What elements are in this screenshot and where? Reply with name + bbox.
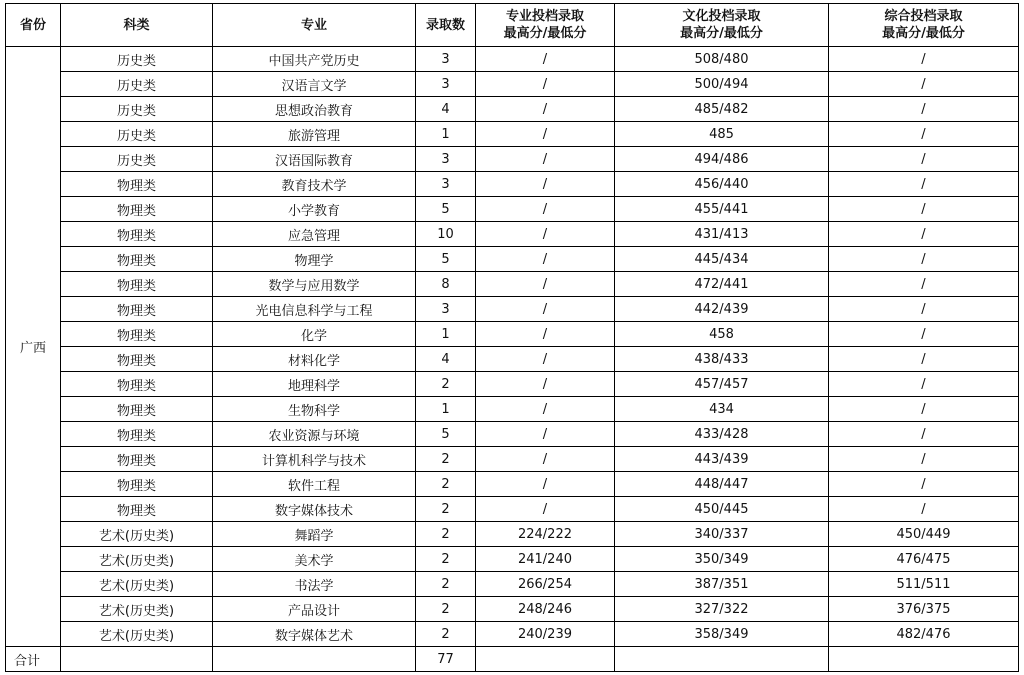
category-cell: 艺术(历史类) — [61, 547, 213, 572]
composite-score-cell: / — [829, 247, 1019, 272]
table-row — [6, 97, 1019, 122]
header-culture-line2: 最高分/最低分 — [680, 26, 763, 41]
professional-score-cell: / — [476, 497, 615, 522]
major-cell: 汉语国际教育 — [213, 147, 416, 172]
header-category: 科类 — [61, 4, 213, 47]
composite-score-cell: / — [829, 197, 1019, 222]
professional-score-cell: / — [476, 72, 615, 97]
culture-score-cell: 327/322 — [615, 597, 829, 622]
count-cell: 2 — [416, 547, 476, 572]
composite-score-cell: / — [829, 47, 1019, 72]
major-cell: 生物科学 — [213, 397, 416, 422]
category-cell: 历史类 — [61, 72, 213, 97]
category-cell: 物理类 — [61, 472, 213, 497]
culture-score-cell: 450/445 — [615, 497, 829, 522]
culture-score-cell: 500/494 — [615, 72, 829, 97]
count-cell: 3 — [416, 72, 476, 97]
count-cell: 4 — [416, 97, 476, 122]
total-count: 77 — [416, 647, 476, 672]
total-empty-culture — [615, 647, 829, 672]
total-empty-professional — [476, 647, 615, 672]
composite-score-cell: / — [829, 272, 1019, 297]
category-cell: 艺术(历史类) — [61, 597, 213, 622]
header-culture-score — [615, 4, 829, 47]
culture-score-cell: 438/433 — [615, 347, 829, 372]
culture-score-cell: 485 — [615, 122, 829, 147]
major-cell: 数字媒体技术 — [213, 497, 416, 522]
table-row — [6, 522, 1019, 547]
table-row — [6, 497, 1019, 522]
culture-score-cell: 445/434 — [615, 247, 829, 272]
composite-score-cell: / — [829, 497, 1019, 522]
table-row — [6, 547, 1019, 572]
category-cell: 艺术(历史类) — [61, 622, 213, 647]
table-row — [6, 197, 1019, 222]
composite-score-cell: / — [829, 172, 1019, 197]
header-composite-score — [829, 4, 1019, 47]
category-cell: 物理类 — [61, 497, 213, 522]
table-row — [6, 397, 1019, 422]
count-cell: 4 — [416, 347, 476, 372]
professional-score-cell: 266/254 — [476, 572, 615, 597]
composite-score-cell: / — [829, 297, 1019, 322]
category-cell: 物理类 — [61, 222, 213, 247]
composite-score-cell: 482/476 — [829, 622, 1019, 647]
professional-score-cell: / — [476, 472, 615, 497]
culture-score-cell: 485/482 — [615, 97, 829, 122]
professional-score-cell: / — [476, 97, 615, 122]
professional-score-cell: / — [476, 122, 615, 147]
composite-score-cell: 511/511 — [829, 572, 1019, 597]
professional-score-cell: / — [476, 297, 615, 322]
composite-score-cell: 450/449 — [829, 522, 1019, 547]
table-row — [6, 122, 1019, 147]
total-empty-category — [61, 647, 213, 672]
category-cell: 物理类 — [61, 347, 213, 372]
professional-score-cell: 224/222 — [476, 522, 615, 547]
table-row — [6, 47, 1019, 72]
major-cell: 地理科学 — [213, 372, 416, 397]
admission-table-container — [5, 3, 1019, 672]
culture-score-cell: 387/351 — [615, 572, 829, 597]
professional-score-cell: / — [476, 397, 615, 422]
count-cell: 1 — [416, 122, 476, 147]
category-cell: 历史类 — [61, 97, 213, 122]
composite-score-cell: / — [829, 322, 1019, 347]
count-cell: 5 — [416, 197, 476, 222]
major-cell: 计算机科学与技术 — [213, 447, 416, 472]
culture-score-cell: 457/457 — [615, 372, 829, 397]
culture-score-cell: 472/441 — [615, 272, 829, 297]
count-cell: 3 — [416, 172, 476, 197]
total-row — [6, 647, 1019, 672]
culture-score-cell: 458 — [615, 322, 829, 347]
count-cell: 1 — [416, 397, 476, 422]
count-cell: 5 — [416, 247, 476, 272]
professional-score-cell: / — [476, 172, 615, 197]
table-row — [6, 147, 1019, 172]
culture-score-cell: 433/428 — [615, 422, 829, 447]
count-cell: 2 — [416, 622, 476, 647]
culture-score-cell: 434 — [615, 397, 829, 422]
professional-score-cell: 240/239 — [476, 622, 615, 647]
composite-score-cell: / — [829, 422, 1019, 447]
major-cell: 中国共产党历史 — [213, 47, 416, 72]
table-row — [6, 572, 1019, 597]
category-cell: 历史类 — [61, 47, 213, 72]
category-cell: 历史类 — [61, 122, 213, 147]
table-row — [6, 172, 1019, 197]
admission-table — [5, 3, 1019, 672]
professional-score-cell: / — [476, 147, 615, 172]
composite-score-cell: / — [829, 97, 1019, 122]
count-cell: 1 — [416, 322, 476, 347]
header-row — [6, 4, 1019, 47]
culture-score-cell: 443/439 — [615, 447, 829, 472]
table-row — [6, 447, 1019, 472]
culture-score-cell: 350/349 — [615, 547, 829, 572]
table-row — [6, 322, 1019, 347]
composite-score-cell: / — [829, 72, 1019, 97]
major-cell: 教育技术学 — [213, 172, 416, 197]
major-cell: 产品设计 — [213, 597, 416, 622]
category-cell: 艺术(历史类) — [61, 572, 213, 597]
table-row — [6, 372, 1019, 397]
table-body — [6, 47, 1019, 647]
category-cell: 物理类 — [61, 322, 213, 347]
total-empty-composite — [829, 647, 1019, 672]
count-cell: 10 — [416, 222, 476, 247]
table-row — [6, 297, 1019, 322]
major-cell: 光电信息科学与工程 — [213, 297, 416, 322]
major-cell: 小学教育 — [213, 197, 416, 222]
category-cell: 历史类 — [61, 147, 213, 172]
culture-score-cell: 340/337 — [615, 522, 829, 547]
composite-score-cell: / — [829, 372, 1019, 397]
table-row — [6, 597, 1019, 622]
table-row — [6, 222, 1019, 247]
professional-score-cell: / — [476, 447, 615, 472]
major-cell: 思想政治教育 — [213, 97, 416, 122]
major-cell: 美术学 — [213, 547, 416, 572]
category-cell: 物理类 — [61, 422, 213, 447]
culture-score-cell: 455/441 — [615, 197, 829, 222]
major-cell: 数字媒体艺术 — [213, 622, 416, 647]
table-row — [6, 72, 1019, 97]
culture-score-cell: 448/447 — [615, 472, 829, 497]
header-professional-line2: 最高分/最低分 — [503, 26, 587, 41]
culture-score-cell: 358/349 — [615, 622, 829, 647]
category-cell: 物理类 — [61, 247, 213, 272]
count-cell: 8 — [416, 272, 476, 297]
professional-score-cell: / — [476, 422, 615, 447]
professional-score-cell: / — [476, 322, 615, 347]
header-professional-line1: 专业投档录取 — [505, 9, 584, 24]
professional-score-cell: / — [476, 372, 615, 397]
header-composite-line2: 最高分/最低分 — [882, 26, 965, 41]
count-cell: 2 — [416, 572, 476, 597]
major-cell: 农业资源与环境 — [213, 422, 416, 447]
culture-score-cell: 456/440 — [615, 172, 829, 197]
header-composite-line1: 综合投档录取 — [884, 9, 963, 24]
count-cell: 2 — [416, 372, 476, 397]
count-cell: 2 — [416, 497, 476, 522]
major-cell: 材料化学 — [213, 347, 416, 372]
header-culture-line1: 文化投档录取 — [682, 9, 761, 24]
major-cell: 书法学 — [213, 572, 416, 597]
count-cell: 3 — [416, 47, 476, 72]
professional-score-cell: 241/240 — [476, 547, 615, 572]
composite-score-cell: / — [829, 122, 1019, 147]
category-cell: 物理类 — [61, 372, 213, 397]
category-cell: 物理类 — [61, 297, 213, 322]
count-cell: 3 — [416, 297, 476, 322]
table-row — [6, 622, 1019, 647]
professional-score-cell: / — [476, 222, 615, 247]
composite-score-cell: / — [829, 347, 1019, 372]
culture-score-cell: 431/413 — [615, 222, 829, 247]
header-major: 专业 — [213, 4, 416, 47]
composite-score-cell: 476/475 — [829, 547, 1019, 572]
table-row — [6, 472, 1019, 497]
category-cell: 物理类 — [61, 397, 213, 422]
professional-score-cell: / — [476, 347, 615, 372]
category-cell: 艺术(历史类) — [61, 522, 213, 547]
composite-score-cell: 376/375 — [829, 597, 1019, 622]
culture-score-cell: 442/439 — [615, 297, 829, 322]
professional-score-cell: / — [476, 272, 615, 297]
major-cell: 应急管理 — [213, 222, 416, 247]
header-professional-score — [476, 4, 615, 47]
table-row — [6, 422, 1019, 447]
professional-score-cell: / — [476, 197, 615, 222]
professional-score-cell: / — [476, 47, 615, 72]
composite-score-cell: / — [829, 222, 1019, 247]
table-row — [6, 347, 1019, 372]
total-empty-major — [213, 647, 416, 672]
category-cell: 物理类 — [61, 447, 213, 472]
composite-score-cell: / — [829, 472, 1019, 497]
table-row — [6, 247, 1019, 272]
count-cell: 2 — [416, 447, 476, 472]
major-cell: 舞蹈学 — [213, 522, 416, 547]
count-cell: 2 — [416, 522, 476, 547]
count-cell: 3 — [416, 147, 476, 172]
professional-score-cell: / — [476, 247, 615, 272]
total-label: 合计 — [6, 647, 61, 672]
category-cell: 物理类 — [61, 272, 213, 297]
header-count: 录取数 — [416, 4, 476, 47]
count-cell: 5 — [416, 422, 476, 447]
major-cell: 数学与应用数学 — [213, 272, 416, 297]
major-cell: 汉语言文学 — [213, 72, 416, 97]
composite-score-cell: / — [829, 147, 1019, 172]
count-cell: 2 — [416, 472, 476, 497]
category-cell: 物理类 — [61, 172, 213, 197]
culture-score-cell: 494/486 — [615, 147, 829, 172]
professional-score-cell: 248/246 — [476, 597, 615, 622]
major-cell: 软件工程 — [213, 472, 416, 497]
major-cell: 化学 — [213, 322, 416, 347]
province-cell: 广西 — [6, 47, 61, 647]
category-cell: 物理类 — [61, 197, 213, 222]
composite-score-cell: / — [829, 447, 1019, 472]
count-cell: 2 — [416, 597, 476, 622]
header-province: 省份 — [6, 4, 61, 47]
composite-score-cell: / — [829, 397, 1019, 422]
table-row — [6, 272, 1019, 297]
major-cell: 旅游管理 — [213, 122, 416, 147]
culture-score-cell: 508/480 — [615, 47, 829, 72]
major-cell: 物理学 — [213, 247, 416, 272]
